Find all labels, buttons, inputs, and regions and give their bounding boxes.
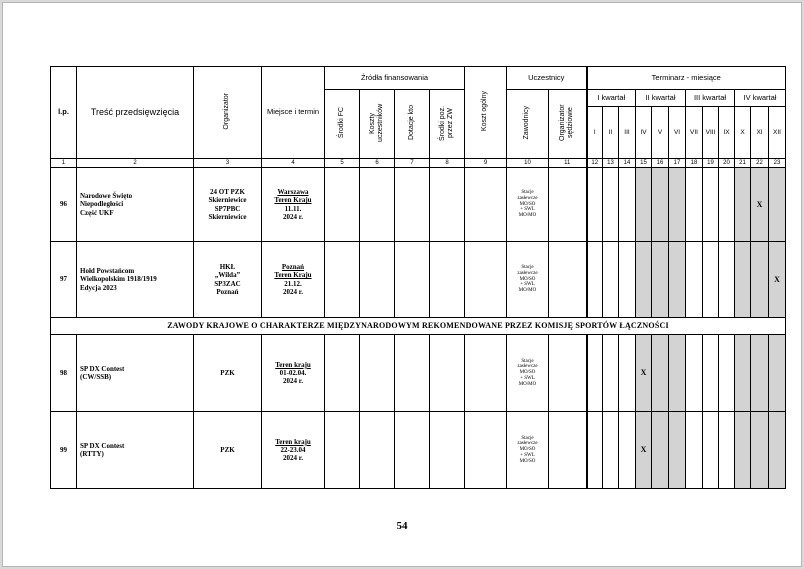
dotacje-header [395, 90, 430, 159]
column-number: 20 [719, 159, 735, 168]
row-participants: Stacje zasłewcze MO/SO + SWL MO/SO [507, 412, 549, 489]
row-participants: Stacje zasłewcze MO/SO + SWL MO/MO [507, 168, 549, 242]
column-number: 18 [686, 159, 703, 168]
zrodla-header: Źródła finansowania [325, 67, 465, 90]
column-number: 3 [194, 159, 262, 168]
srodki-zw-header [430, 90, 465, 159]
koszty-header-text: Koszty uczestników [368, 103, 384, 143]
table-row [51, 412, 786, 489]
column-number: 5 [325, 159, 360, 168]
org-sedziowie-header-text: Organizator sędziowie [559, 104, 575, 142]
koszt-ogolny-header-text: Koszt ogólny [481, 91, 489, 132]
table-row [51, 335, 786, 412]
column-number: 6 [360, 159, 395, 168]
month-mark: X [636, 412, 652, 489]
row-lp: 98 [51, 335, 77, 412]
row-title: Narodowe Święto Niepodległości Część UKF [77, 168, 194, 242]
quarter-2-header: II kwartał [636, 90, 686, 107]
dotacje-header-text: Dotacje kto [407, 105, 415, 141]
srodki-fc-header [325, 90, 360, 159]
row-lp: 96 [51, 168, 77, 242]
zawodnicy-header [507, 90, 549, 159]
month-header: VI [669, 107, 686, 159]
column-number: 9 [465, 159, 507, 168]
row-lp: 99 [51, 412, 77, 489]
row-organizer: PZK [194, 412, 262, 489]
month-header: I [587, 107, 603, 159]
month-header: VIII [703, 107, 719, 159]
month-header: IV [636, 107, 652, 159]
row-lp: 97 [51, 242, 77, 318]
column-number: 7 [395, 159, 430, 168]
month-header: III [619, 107, 636, 159]
srodki-zw-header-text: Środki poz. przez ZW [438, 105, 454, 141]
org-sedziowie-header [549, 90, 587, 159]
row-organizer: HKŁ „Wilda” SP3ZAC Poznań [194, 242, 262, 318]
column-number: 13 [603, 159, 619, 168]
row-place: Warszawa Teren Kraju 11.11. 2024 r. [262, 168, 325, 242]
srodki-fc-header-text: Środki FC [337, 107, 345, 139]
table-row [51, 168, 786, 242]
lp-header: l.p. [51, 67, 77, 159]
quarter-4-header: IV kwartał [735, 90, 786, 107]
month-header: VII [686, 107, 703, 159]
section-title: ZAWODY KRAJOWE O CHARAKTERZE MIĘDZYNARODOWYM REKOMENDOWANE PRZEZ KOMISJĘ SPORTÓW ŁĄCZNOŚCI [51, 318, 786, 335]
column-number: 23 [769, 159, 786, 168]
terminarz-header: Terminarz - miesiące [587, 67, 786, 90]
row-title: SP DX Contest (RTTY) [77, 412, 194, 489]
tresc-header: Treść przedsięwzięcia [77, 67, 194, 159]
koszty-header [360, 90, 395, 159]
zawodnicy-header-text: Zawodnicy [523, 106, 531, 140]
row-participants: Stacje zasłewcze MO/SO + SWL MO/MO [507, 335, 549, 412]
month-header: XI [751, 107, 769, 159]
uczestnicy-header: Uczestnicy [507, 67, 587, 90]
row-participants: Stacje zasłewcze MO/SO + SWL MO/MO [507, 242, 549, 318]
column-number: 4 [262, 159, 325, 168]
month-header: V [652, 107, 669, 159]
month-header: XII [769, 107, 786, 159]
column-number: 8 [430, 159, 465, 168]
month-mark: X [636, 335, 652, 412]
miejsce-header: Miejsce i termin [262, 67, 325, 159]
month-header: IX [719, 107, 735, 159]
column-number-row [51, 159, 786, 168]
organizator-header-text: Organizator [223, 93, 231, 130]
organizator-header [194, 67, 262, 159]
column-number: 12 [587, 159, 603, 168]
month-header: X [735, 107, 751, 159]
column-number: 15 [636, 159, 652, 168]
month-mark: X [769, 242, 786, 318]
column-number: 22 [751, 159, 769, 168]
row-organizer: PZK [194, 335, 262, 412]
month-header: II [603, 107, 619, 159]
row-title: Hołd Powstańcom Wielkopolskim 1918/1919 Edycja 2023 [77, 242, 194, 318]
column-number: 14 [619, 159, 636, 168]
quarter-1-header: I kwartał [587, 90, 636, 107]
koszt-ogolny-header [465, 67, 507, 159]
column-number: 21 [735, 159, 751, 168]
column-number: 17 [669, 159, 686, 168]
row-place: Teren kraju 22-23.04 2024 r. [262, 412, 325, 489]
row-place: Teren kraju 01-02.04. 2024 r. [262, 335, 325, 412]
column-number: 11 [549, 159, 587, 168]
table-row [51, 242, 786, 318]
page-number: 54 [396, 520, 408, 532]
quarter-3-header: III kwartał [686, 90, 735, 107]
column-number: 16 [652, 159, 669, 168]
row-organizer: 24 OT PZK Skierniewice SP7PBC Skierniewice [194, 168, 262, 242]
column-number: 2 [77, 159, 194, 168]
column-number: 1 [51, 159, 77, 168]
row-place: Poznań Teren Kraju 21.12. 2024 r. [262, 242, 325, 318]
row-title: SP DX Contest (CW/SSB) [77, 335, 194, 412]
month-mark: X [751, 168, 769, 242]
column-number: 19 [703, 159, 719, 168]
document-page [2, 2, 802, 567]
schedule-table [50, 66, 786, 489]
column-number: 10 [507, 159, 549, 168]
